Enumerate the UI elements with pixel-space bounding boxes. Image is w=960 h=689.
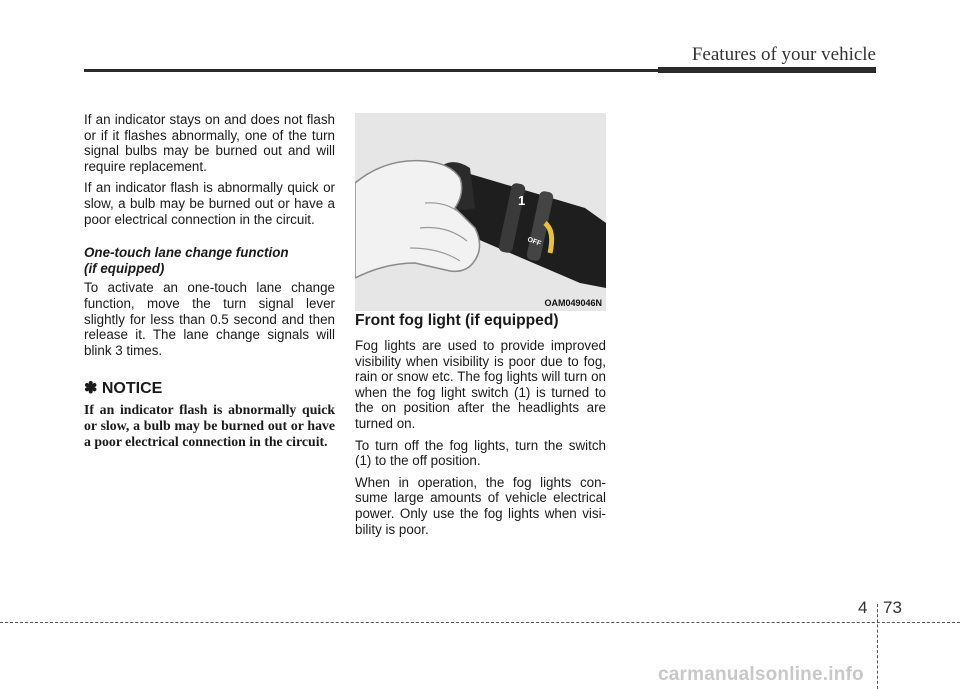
subsection-heading	[84, 245, 335, 276]
footer-dashed-rule	[0, 622, 960, 623]
watermark: carmanualsonline.info	[658, 664, 864, 685]
footer-page-separator	[877, 604, 878, 689]
right-column	[355, 312, 606, 543]
figure-code: OAM049046N	[544, 298, 602, 308]
page-number: 73	[883, 598, 902, 617]
hand-on-switch-illustration	[355, 113, 606, 311]
paragraph: Fog lights are used to provide improved visibility when visibility is poor due to fog, rain or snow etc. The fog lights will turn on when the fog light switch (1) is turned to the on position after the headlights are turned on.	[355, 338, 606, 431]
fog-light-switch-figure	[355, 113, 606, 311]
notice-title: NOTICE	[101, 380, 163, 398]
paragraph: If an indicator flash is abnormally quick or slow, a bulb may be burned out or have a poor electrical connection in the circuit.	[84, 180, 335, 227]
paragraph: When in operation, the fog lights con-sume large amounts of vehicle electrical power. Only use the fog lights when visi-bility is poor.	[355, 474, 606, 537]
switch-off-label: OFF	[526, 236, 542, 248]
notice-icon: ✽	[84, 380, 98, 398]
section-title: Front fog light (if equipped)	[355, 312, 559, 329]
notice-text: If an indicator flash is abnormally quick or slow, a bulb may be burned out or have a poor electrical connection in the circuit.	[84, 402, 335, 450]
subsection-heading-line2: (if equipped)	[84, 260, 165, 276]
chapter-number: 4	[858, 598, 868, 617]
page-header-title: Features of your vehicle	[691, 44, 876, 65]
paragraph: If an indicator stays on and does not flash or if it flashes abnormally, one of the turn signal bulbs may be burned out and will require replacement.	[84, 112, 335, 174]
subsection-heading-line1: One-touch lane change function	[84, 245, 289, 261]
notice-heading	[84, 378, 335, 398]
header-rule-accent	[658, 67, 876, 73]
left-column	[84, 112, 335, 450]
paragraph: To turn off the fog lights, turn the switch (1) to the off position.	[355, 437, 606, 469]
switch-position-mark: 1	[518, 193, 526, 208]
paragraph: To activate an one-touch lane change function, move the turn signal lever slightly for less than 0.5 second and then release it. The lane change signals will blink 3 times.	[84, 280, 335, 358]
